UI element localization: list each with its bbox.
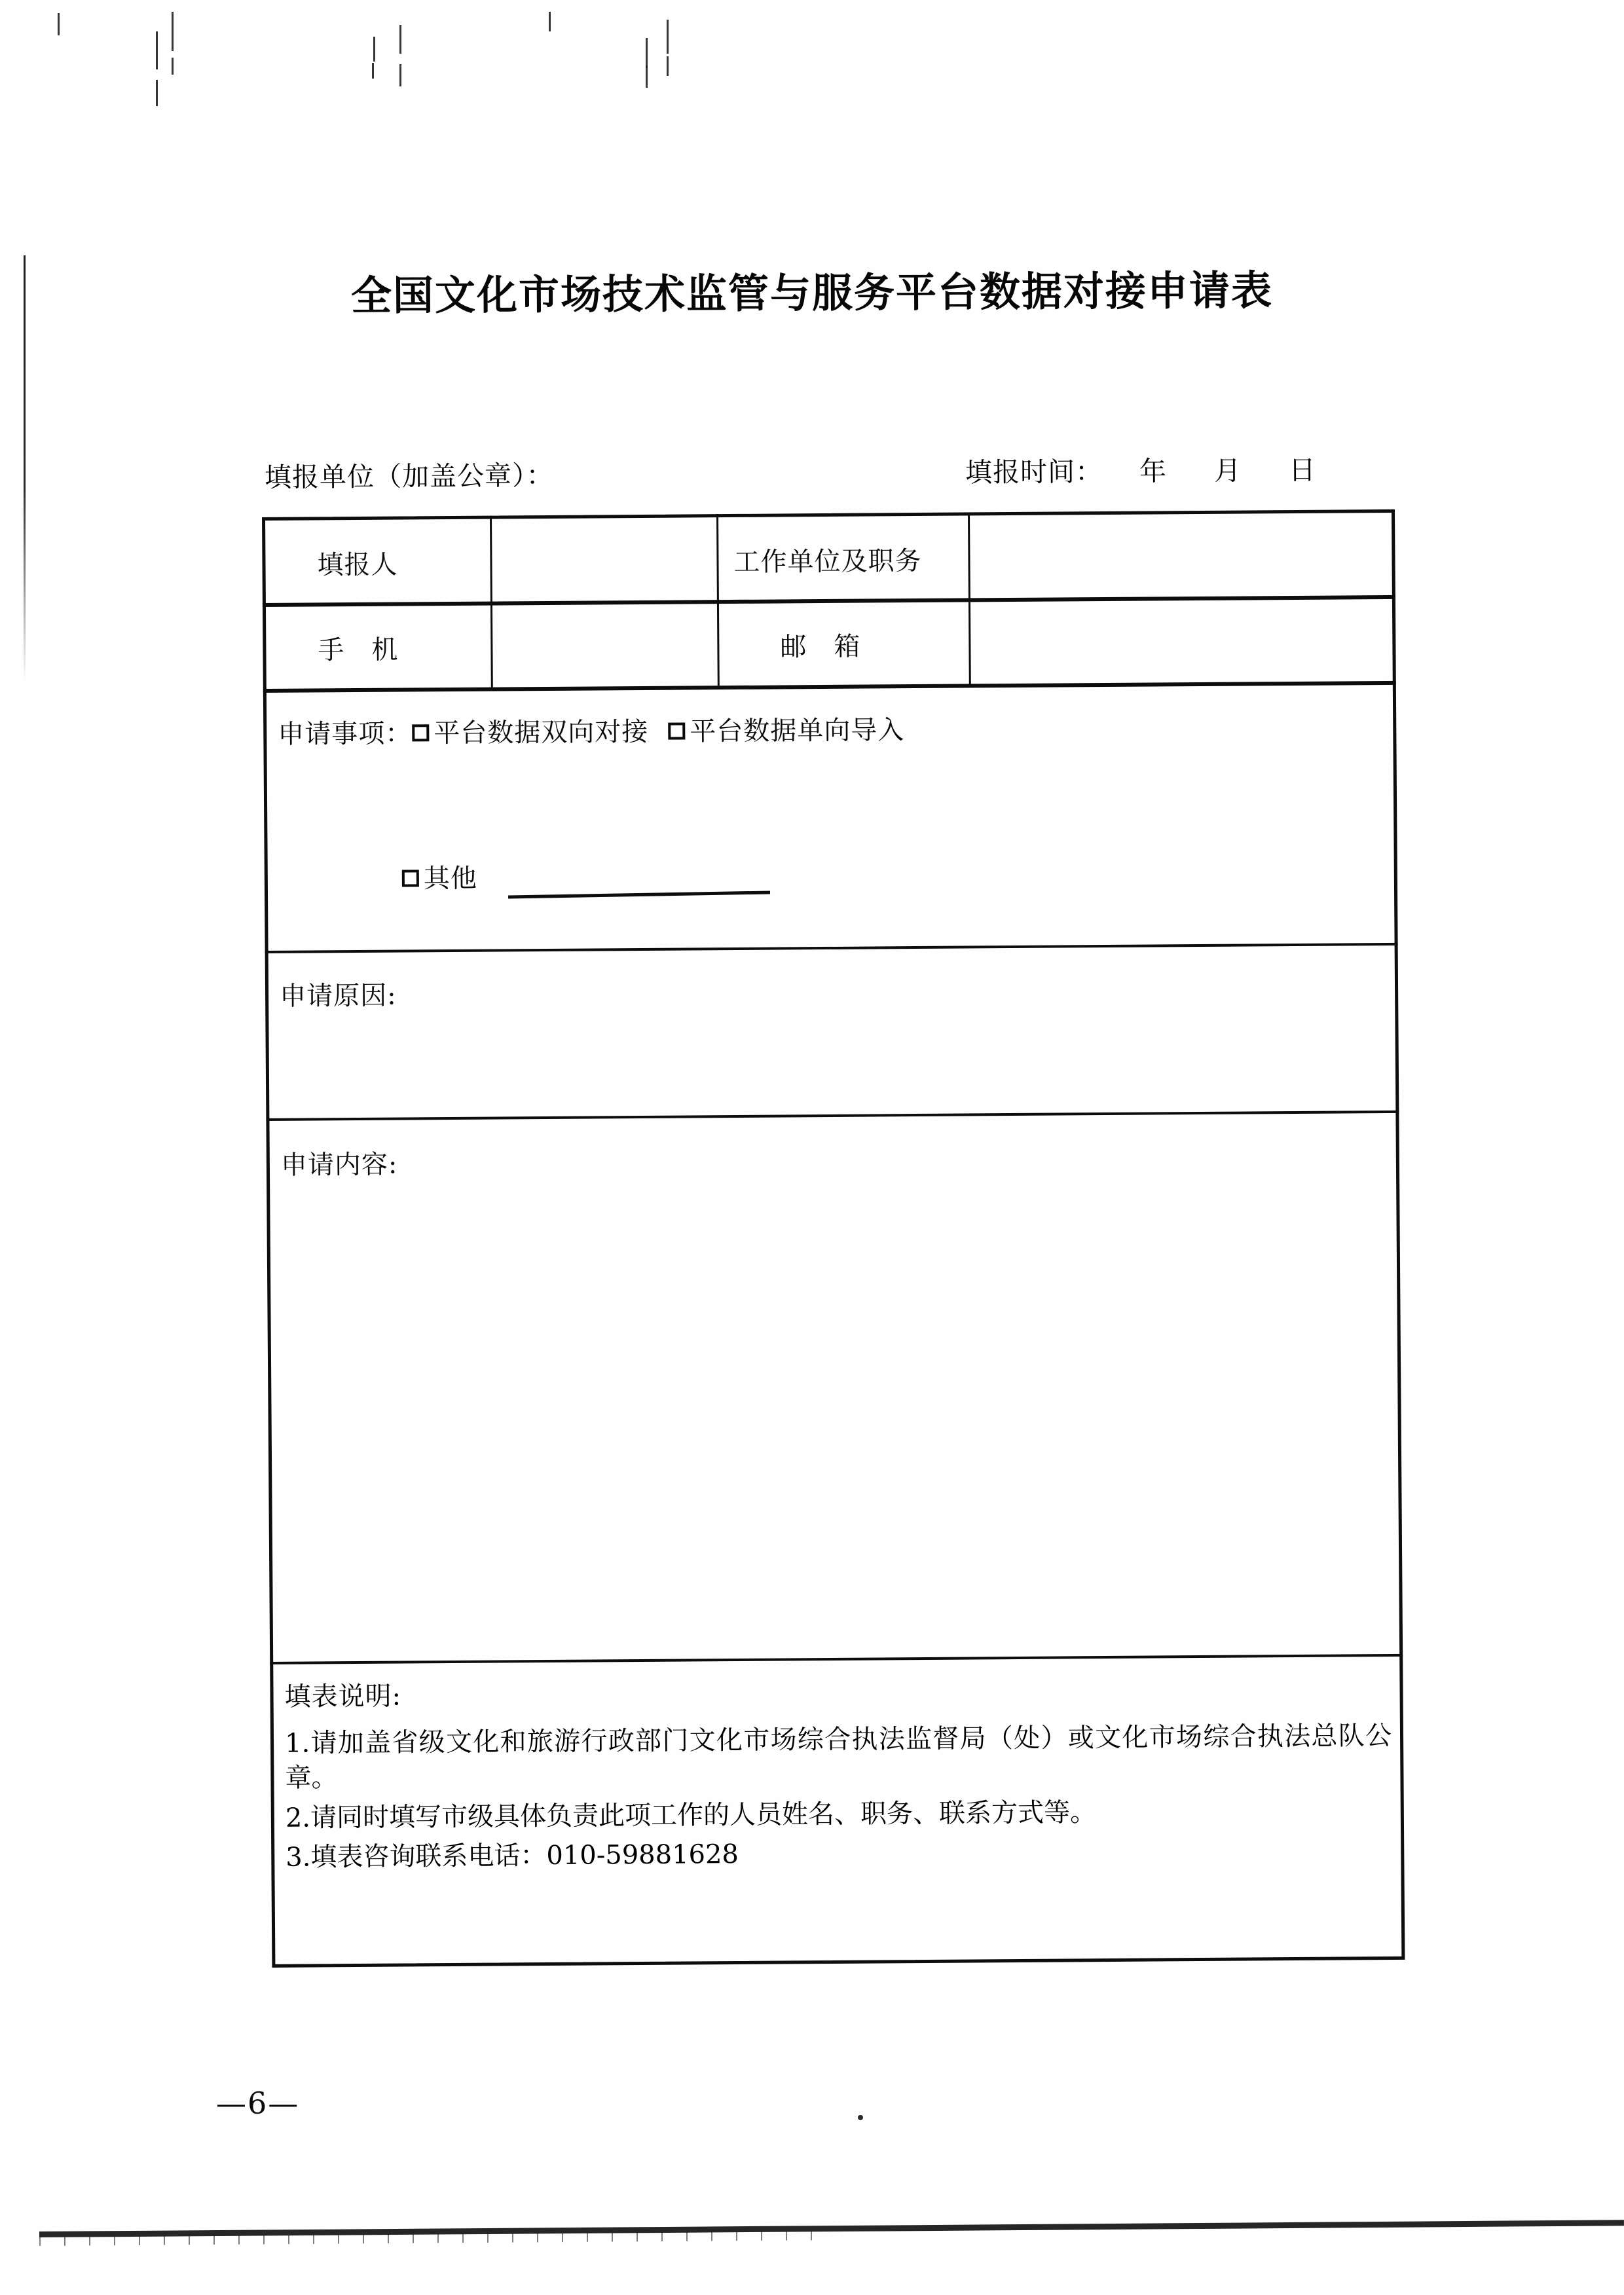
application-items-row — [278, 711, 648, 751]
scan-artifact-tick — [549, 12, 551, 31]
scan-artifact-tick — [373, 37, 375, 62]
application-form-table — [262, 509, 1405, 1968]
checkbox-unidirectional-import[interactable] — [668, 709, 904, 748]
option-label-bidirectional-docking: 平台数据双向对接 — [434, 716, 649, 749]
instructions-title: 填表说明: — [284, 1681, 402, 1712]
scan-artifact-bottom-edge — [39, 2220, 1624, 2237]
option-label-unidirectional-import: 平台数据单向导入 — [690, 715, 905, 747]
reporting-date-group — [965, 449, 1335, 490]
scan-artifact-tick — [667, 20, 669, 54]
scan-artifact-tick — [156, 80, 158, 106]
label-work-unit-position: 工作单位及职务 — [733, 545, 922, 578]
reporting-date-label: 填报时间： — [965, 456, 1103, 488]
checkbox-icon[interactable] — [412, 724, 429, 741]
page-title: 全国文化市场技术监管与服务平台数据对接申请表 — [350, 266, 1274, 320]
value-application-reason[interactable] — [280, 1008, 1380, 1108]
checkbox-icon[interactable] — [668, 722, 685, 739]
instruction-item: 3.填表咨询联系电话：010-59881628 — [286, 1839, 739, 1873]
checkbox-icon[interactable] — [402, 870, 419, 887]
instructions-block — [284, 1668, 1392, 1881]
label-application-reason: 申请原因: — [279, 980, 397, 1012]
reporting-unit-label: 填报单位（加盖公章）： — [264, 459, 554, 494]
value-work-unit-position[interactable] — [989, 537, 1369, 576]
form-header — [265, 448, 1404, 495]
label-email: 邮 箱 — [780, 631, 861, 663]
scan-artifact-tick — [58, 13, 60, 35]
page-number: —6— — [216, 2085, 300, 2121]
checkbox-bidirectional-docking[interactable] — [412, 717, 648, 749]
value-application-content[interactable] — [281, 1179, 1384, 1645]
date-placeholders: 年 月 日 — [1139, 454, 1336, 487]
label-application-content: 申请内容: — [280, 1149, 398, 1181]
instruction-item: 2.请同时填写市级具体负责此项工作的人员姓名、职务、联系方式等。 — [285, 1797, 1097, 1833]
instruction-item: 1.请加盖省级文化和旅游行政部门文化市场综合执法监督局（处）或文化市场综合执法总队公章。 — [284, 1721, 1392, 1793]
value-reporter-name[interactable] — [511, 542, 701, 579]
scan-artifact-tick — [156, 31, 158, 69]
value-mobile-phone[interactable] — [511, 627, 701, 665]
checkbox-other[interactable] — [402, 858, 477, 896]
scan-artifact-tick — [399, 25, 401, 54]
scan-artifact-speck — [858, 2115, 863, 2120]
scan-artifact-tick — [172, 12, 174, 51]
scan-artifact-tick — [399, 64, 401, 86]
scan-artifact-tick — [646, 38, 648, 68]
value-other[interactable] — [513, 857, 769, 893]
label-reporter-name: 填报人 — [317, 549, 398, 581]
scan-artifact-tick — [372, 63, 374, 79]
option-label-other: 其他 — [423, 863, 478, 894]
scan-artifact-tick — [646, 65, 648, 88]
label-mobile-phone: 手 机 — [318, 634, 399, 666]
value-email[interactable] — [989, 622, 1369, 661]
scan-artifact-tick — [172, 58, 174, 75]
label-application-items: 申请事项： — [278, 718, 413, 750]
scan-artifact-tick — [667, 56, 669, 76]
